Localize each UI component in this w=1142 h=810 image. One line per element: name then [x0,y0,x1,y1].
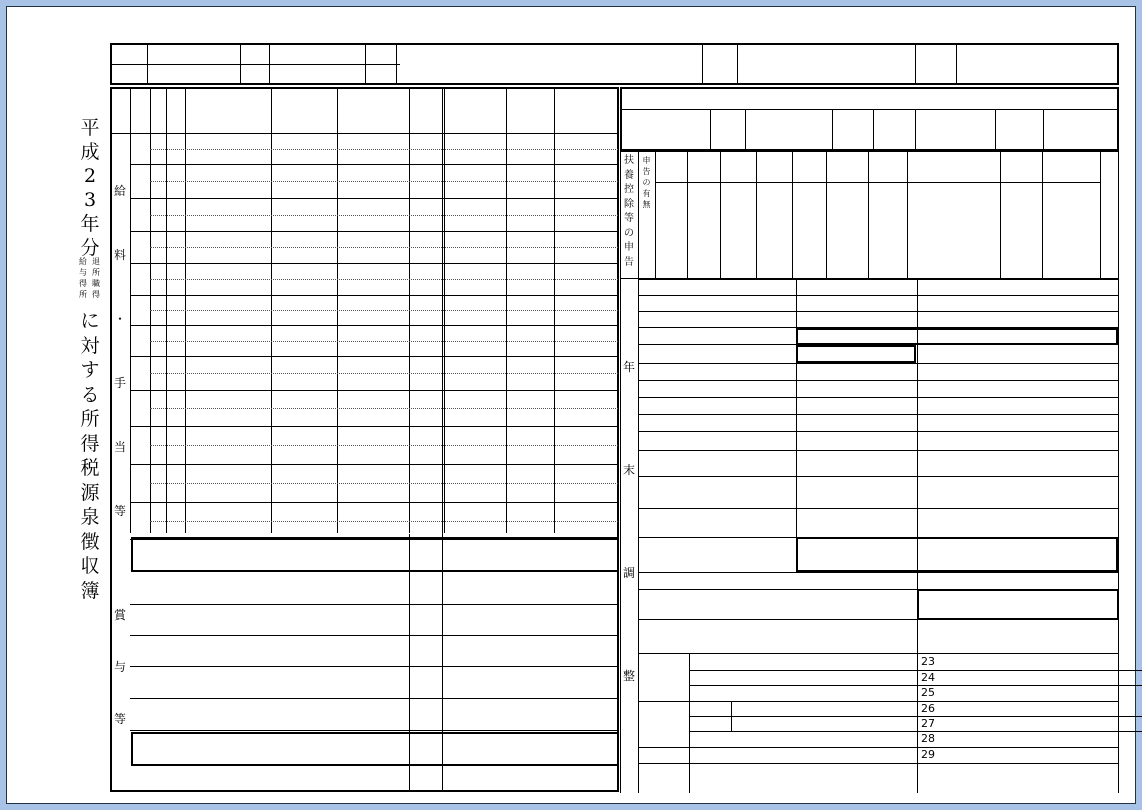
grid-line [638,311,1118,312]
grid-line [917,572,918,653]
grid-line [702,44,703,84]
grid-line [689,685,1142,686]
dep-decl-umu-char: 無 [642,200,651,209]
cho-line-number: 23 [921,655,935,668]
sub-small-char: 与 [79,268,87,277]
grid-line [150,247,618,248]
grid-line [130,88,131,533]
sub-small-char: 得 [92,290,100,299]
ye-total-box [796,328,1118,345]
sub-small-char: 所 [79,290,87,299]
grid-line [756,152,757,279]
grid-line [917,280,918,570]
dep-decl-umu-char: 申 [642,156,651,165]
grid-line [655,182,1100,183]
dep-decl-umu-char: 有 [642,189,651,198]
grid-line [915,44,916,84]
grid-line [638,572,1118,573]
grid-line [130,635,618,636]
grid-line [130,231,618,232]
ye-side-char: 調 [622,566,635,580]
grid-line [826,152,827,279]
side-shoyo-char: 等 [113,712,126,726]
cho-line-number: 24 [921,671,935,684]
grid-line [638,397,1118,398]
subtitle-char: す [80,359,100,381]
side-kyuryo-char: ・ [113,312,126,326]
grid-line [150,373,618,374]
grid-line [868,152,869,279]
withholding-ledger-sheet [6,6,1136,804]
grid-line [150,521,618,522]
side-kyuryo-char: 等 [113,504,126,518]
grid-line [130,730,618,731]
grid-line [442,88,443,791]
cho-line-number: 29 [921,748,935,761]
grid-line [130,698,618,699]
ye-side-char: 末 [622,463,635,477]
grid-line [130,390,618,391]
grid-line [150,149,618,150]
cho-line-number: 28 [921,732,935,745]
grid-line [915,110,916,151]
grid-line [638,414,1118,415]
ye-9-box [796,345,916,363]
subtitle-char: 税 [80,457,100,479]
grid-line [655,152,656,279]
dep-decl-side-char: 扶 [624,155,634,166]
grid-line [638,476,1118,477]
side-shoyo-char: 賞 [113,608,126,622]
sub-small-char: 職 [92,279,100,288]
grid-line [1100,152,1101,279]
grid-line [737,44,738,84]
sub-small-char: 得 [79,279,87,288]
grid-line [638,653,1118,654]
grid-line [150,310,618,311]
dependents-declaration-box [620,151,1119,279]
grid-line [873,110,874,151]
ye-side-char: 整 [622,669,635,683]
grid-line [110,133,618,134]
ye-21-box [917,589,1119,620]
subtitle-char: 徴 [80,530,100,553]
ye-18-box [796,537,1118,572]
left-table-frame [110,87,619,792]
grid-line [689,716,1142,717]
subtitle-char: 対 [80,334,100,357]
grid-line [917,654,918,793]
side-kyuryo-char: 料 [113,248,126,262]
dep-decl-side-char: 等 [624,213,634,224]
grid-line [638,363,1118,364]
grid-line [150,215,618,216]
grid-line [130,604,618,605]
subtitle-char: 泉 [80,506,100,528]
subtitle-char: 簿 [80,579,100,602]
grid-line [995,110,996,151]
grid-line [689,731,1142,732]
grid-line [710,110,711,151]
grid-line [620,279,621,793]
grid-line [150,408,618,409]
cho-line-number: 25 [921,686,935,699]
grid-line [130,198,618,199]
grid-line [792,152,793,279]
grid-line [130,356,618,357]
dep-decl-side-char: 控 [624,184,634,195]
grid-line [689,654,690,793]
grid-line [1000,152,1001,279]
grid-line [150,445,618,446]
grid-line [638,747,1118,748]
grid-line [638,763,1118,764]
sub-small-char: 退 [92,257,100,266]
grid-line [796,280,797,570]
dep-decl-umu-char: の [642,178,651,187]
dep-decl-side-char: 除 [624,198,634,210]
grid-line [956,44,957,84]
side-shoyo-char: 与 [113,660,126,674]
grid-line [638,701,1118,702]
grid-line [638,295,1118,296]
grid-line [638,380,1118,381]
grid-line [638,508,1118,509]
side-kyuryo-char: 当 [113,440,126,454]
title-char: 年 [80,213,100,235]
sub-small-char: 所 [92,268,100,277]
grid-line [130,464,618,465]
title-char: 3 [83,189,97,211]
grid-line [689,670,1142,671]
dep-decl-umu-char: 告 [642,167,651,176]
cho-line-number: 26 [921,702,935,715]
grid-line [731,701,732,731]
grid-line [130,426,618,427]
grid-line [687,152,688,279]
grid-line [130,263,618,264]
grid-line [638,279,639,793]
salary-total-box [131,537,619,572]
grid-line [638,279,1118,280]
grid-line [638,431,1118,432]
grid-line [150,483,618,484]
grid-line [150,181,618,182]
grid-line [720,152,721,279]
grid-line [110,64,400,65]
carryover-box [620,87,1119,151]
grid-line [130,502,618,503]
ye-side-char: 年 [622,360,635,374]
grid-line [1043,110,1044,151]
subtitle-char: 源 [80,481,100,504]
grid-line [130,325,618,326]
title-char: 平 [80,117,100,139]
subtitle-char: る [80,383,100,406]
grid-line [150,341,618,342]
grid-line [638,450,1118,451]
dep-decl-side-char: 養 [624,169,634,181]
title-char: 分 [80,237,100,259]
side-kyuryo-char: 手 [113,376,126,390]
grid-line [130,666,618,667]
grid-line [130,295,618,296]
subtitle-char: 得 [80,432,100,455]
bonus-total-box [131,732,619,766]
dep-decl-side-char: の [624,227,634,239]
grid-line [832,110,833,151]
cho-line-number: 27 [921,717,935,730]
subtitle-char: 収 [80,555,100,577]
dep-decl-side-char: 告 [624,256,634,268]
grid-line [130,164,618,165]
title-char: 2 [83,165,97,187]
side-kyuryo-char: 給 [113,184,126,198]
grid-line [907,152,908,279]
grid-line [150,279,618,280]
dep-decl-side-char: 申 [624,242,634,253]
subtitle-char: に [80,310,100,332]
grid-line [1042,152,1043,279]
sub-small-char: 給 [79,257,87,266]
grid-line [745,110,746,151]
subtitle-char: 所 [80,408,100,430]
title-char: 成 [80,141,100,163]
